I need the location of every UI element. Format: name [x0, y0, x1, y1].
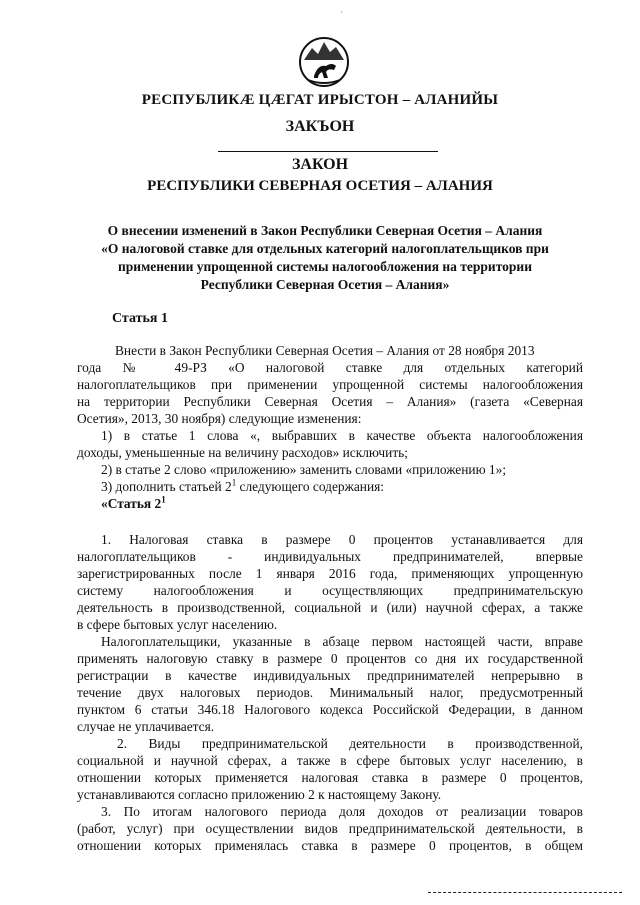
title-line: «О налоговой ставке для отдельных категорий налогоплательщиков при — [101, 241, 549, 256]
text-line: деятельность в производственной, социальной и (или) научной сферах, а также — [77, 600, 583, 615]
scan-speck: · — [340, 8, 343, 17]
text-line: систему налогообложения и осуществляющих предпринимательскую — [77, 583, 583, 598]
text-line: 1) в статье 1 слова «, выбравших в качестве объекта налогообложения — [101, 428, 583, 443]
text-line: регистрации в качестве индивидуальных предпринимателей непрерывно в — [77, 668, 583, 683]
coat-of-arms-emblem — [298, 36, 350, 88]
text-line: налогоплательщиков при применении упрощенной системы налогообложения — [77, 377, 583, 392]
header-ossetian-republic: РЕСПУБЛИКÆ ЦÆГАТ ИРЫСТОН – АЛАНИЙЫ — [141, 92, 499, 108]
text-line: доходы, уменьшенные на величину расходов» исключить; — [77, 445, 409, 460]
article-2-1-heading-sup: 1 — [161, 495, 166, 505]
text-line: пунктом 6 статьи 346.18 Налогового кодекса Российской Федерации, в данном — [77, 702, 583, 717]
text-line: применять налоговую ставку в размере 0 процентов со дня их государственной — [77, 651, 583, 666]
text-line: налогоплательщиков - индивидуальных предпринимателей, впервые — [77, 549, 583, 564]
change-3-line — [77, 478, 583, 495]
header-divider — [218, 151, 438, 152]
change-3-text-post: следующего содержания: — [236, 479, 385, 494]
article-2-1-heading-text: «Статья 2 — [101, 496, 162, 511]
text-line: Осетия», 2013, 30 ноября) следующие изменения: — [77, 411, 362, 426]
text-line: зарегистрированных после 1 января 2016 года, применяющих упрощенную — [77, 566, 583, 581]
text-line: (работ, услуг) при осуществлении видов предпринимательской деятельности, в — [77, 821, 583, 836]
article-2-1-heading — [77, 495, 583, 512]
article-1-heading: Статья 1 — [112, 311, 168, 326]
header-ossetian-law: ЗАКЪОН — [285, 118, 355, 135]
text-line: отношении которых применялась ставка в размере 0 процентов, в общем — [77, 838, 583, 853]
text-line: течение двух налоговых периодов. Минимальный налог, предусмотренный — [77, 685, 583, 700]
text-line: Внести в Закон Республики Северная Осетия – Алания от 28 ноября 2013 — [115, 343, 535, 358]
text-line: отношении которых применяется налоговая ставка в размере 0 процентов, — [77, 770, 583, 785]
title-line: применении упрощенной системы налогообложения на территории — [118, 259, 532, 274]
text-line: года № 49-РЗ «О налоговой ставке для отдельных категорий — [77, 360, 583, 375]
text-line: 2) в статье 2 слово «приложению» заменить словами «приложению 1»; — [101, 462, 507, 477]
title-line: Республики Северная Осетия – Алания» — [200, 277, 450, 292]
title-line: О внесении изменений в Закон Республики Северная Осетия – Алания — [107, 223, 543, 238]
text-line: 3. По итогам налогового периода доля доходов от реализации товаров — [101, 804, 583, 819]
change-3-text: 3) дополнить статьей 2 — [101, 479, 232, 494]
footer-line — [428, 892, 622, 893]
header-russian-law: ЗАКОН — [291, 156, 349, 173]
change-3-sup: 1 — [231, 478, 237, 488]
article-1-body — [77, 342, 583, 512]
header-russian-republic: РЕСПУБЛИКИ СЕВЕРНАЯ ОСЕТИЯ – АЛАНИЯ — [147, 178, 493, 194]
article-2-1-body — [77, 531, 583, 854]
text-line: устанавливаются согласно приложению 2 к настоящему Закону. — [77, 787, 442, 802]
text-line: Налогоплательщики, указанные в абзаце первом настоящей части, вправе — [101, 634, 583, 649]
text-line: в сфере бытовых услуг населению. — [77, 617, 278, 632]
text-line: 1. Налоговая ставка в размере 0 процентов устанавливается для — [101, 532, 583, 547]
text-line: на территории Республики Северная Осетия – Алания» (газета «Северная — [77, 394, 583, 409]
law-title — [70, 222, 580, 294]
text-line: 2. Виды предпринимательской деятельности в производственной, — [117, 736, 583, 751]
text-line: социальной и научной сферах, а также в сфере бытовых услуг населению, в — [77, 753, 583, 768]
text-line: случае не уплачивается. — [77, 719, 215, 734]
